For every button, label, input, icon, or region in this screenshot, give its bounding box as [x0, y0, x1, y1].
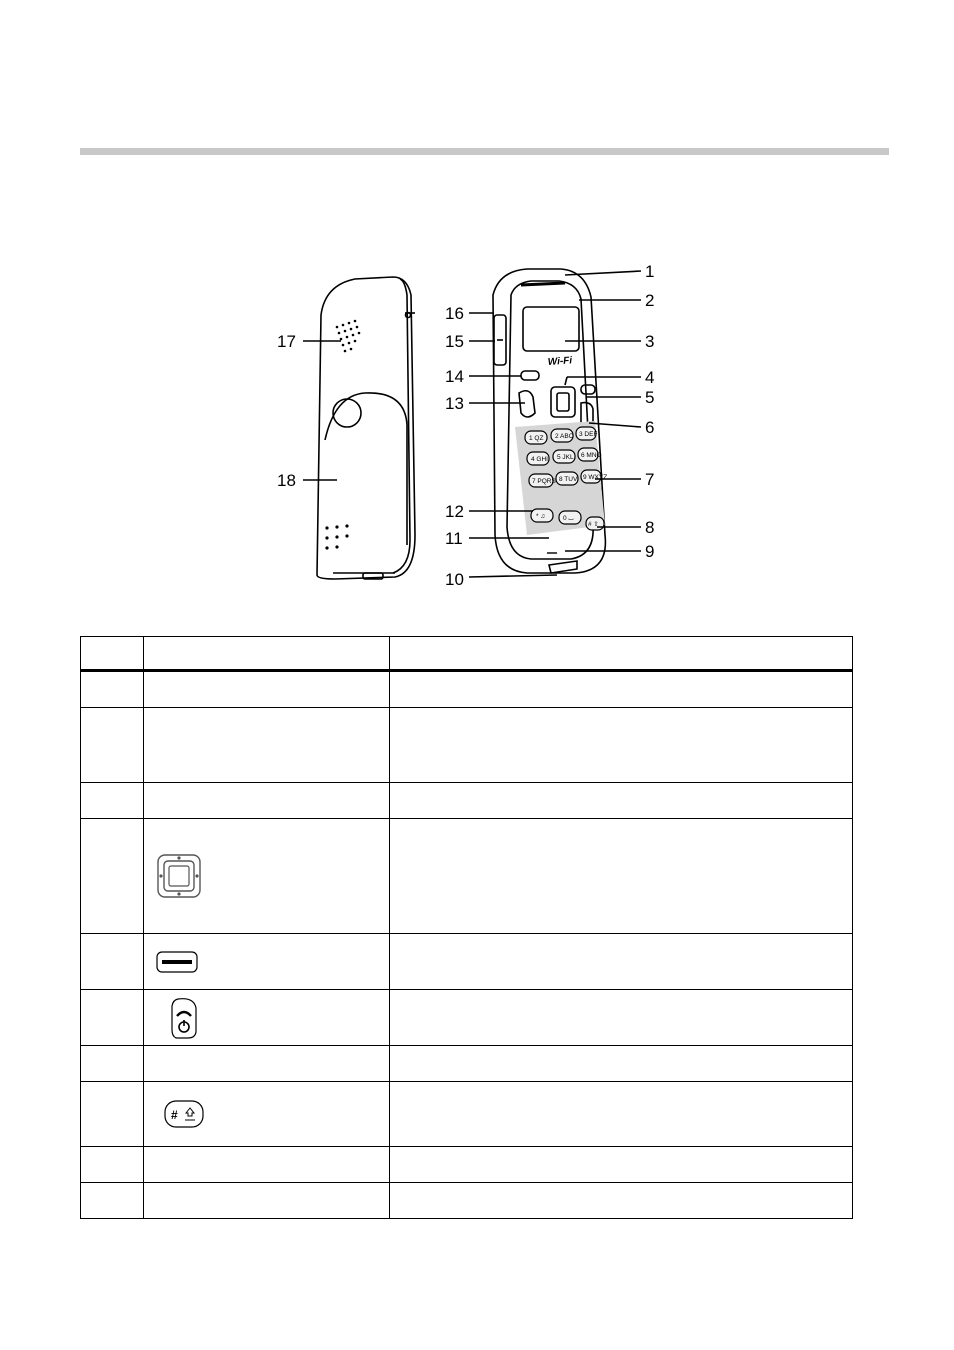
callout-14: 14 — [445, 367, 464, 386]
handset-back-view — [317, 277, 415, 579]
table-row — [81, 819, 853, 934]
header-cell-number — [81, 637, 144, 671]
table-row — [81, 1082, 853, 1147]
key-3-label: 3 DEF — [579, 431, 598, 438]
callout-8: 8 — [645, 518, 655, 537]
key-2-label: 2 ABC — [555, 433, 574, 440]
table-row — [81, 934, 853, 990]
callout-12: 12 — [445, 502, 464, 521]
component-table — [80, 636, 853, 1219]
header-cell-key — [144, 637, 390, 671]
callout-9: 9 — [645, 542, 655, 561]
callout-4: 4 — [645, 368, 655, 387]
callout-18: 18 — [277, 471, 296, 490]
svg-text:#: # — [171, 1108, 178, 1122]
end-call-power-key-icon — [170, 996, 198, 1040]
key-hash-label: # ⇧ — [588, 521, 599, 528]
control-key-icon — [156, 853, 202, 899]
table-row — [81, 1147, 853, 1183]
key-6-label: 6 MNO — [581, 452, 602, 459]
callout-17: 17 — [277, 332, 296, 351]
key-9-label: 9 WXYZ — [583, 474, 608, 481]
key-1-label: 1 QZ — [529, 435, 544, 442]
table-row — [81, 671, 853, 708]
callout-1: 1 — [645, 262, 655, 281]
table-row — [81, 708, 853, 783]
key-8-label: 8 TUV — [559, 476, 578, 483]
callout-7: 7 — [645, 470, 655, 489]
key-7-label: 7 PQRS — [532, 478, 556, 485]
callout-2: 2 — [645, 291, 655, 310]
handset-logo: Wi-Fi — [547, 355, 573, 368]
speaker-grille — [325, 320, 360, 550]
table-header-row — [81, 637, 853, 671]
callout-6: 6 — [645, 418, 655, 437]
key-5-label: 5 JKL — [557, 454, 574, 461]
key-4-label: 4 GHI — [531, 456, 548, 463]
callout-3: 3 — [645, 332, 655, 351]
hash-key-icon — [164, 1100, 204, 1128]
callout-10: 10 — [445, 570, 464, 589]
callout-16: 16 — [445, 304, 464, 323]
table-row — [81, 1183, 853, 1219]
key-0-label: 0 ⌴ — [563, 515, 574, 522]
table-row — [81, 990, 853, 1046]
header-rule — [80, 148, 889, 155]
key-star-label: * ♫ — [536, 513, 546, 520]
display-key-icon — [156, 951, 198, 973]
callout-11: 11 — [445, 529, 463, 548]
handset-figure — [265, 255, 695, 595]
table-row — [81, 1046, 853, 1082]
table-row — [81, 783, 853, 819]
header-cell-description — [390, 637, 853, 671]
callout-13: 13 — [445, 394, 464, 413]
callout-5: 5 — [645, 388, 655, 407]
callout-15: 15 — [445, 332, 464, 351]
